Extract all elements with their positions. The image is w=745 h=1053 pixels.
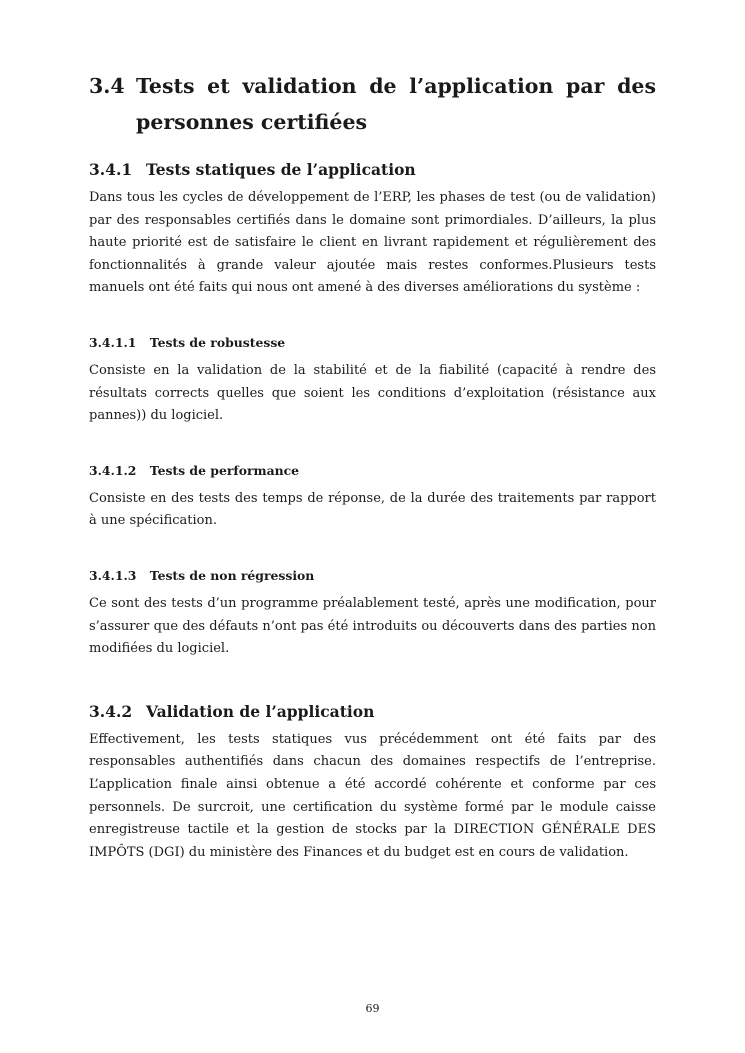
document-page [89, 68, 656, 864]
subsubsection-number: 3.4.1.3 [89, 567, 137, 583]
performance-paragraph: Consiste en des tests des temps de réponse, de la durée des traitements par rapport à une spécification. [89, 490, 656, 529]
section-number: 3.4 [89, 74, 125, 98]
regression-paragraph: Ce sont des tests d’un programme préalablement testé, après une modification, pour s’assurer que des défauts n’ont pas été introduits ou découverts dans des parties non modifiées du logiciel. [89, 595, 656, 657]
subsection-title: Tests statiques de l’application [146, 160, 416, 179]
page-number: 69 [365, 1002, 380, 1015]
subsubsection-heading-regression [89, 567, 656, 585]
robustness-paragraph: Consiste en la validation de la stabilité et de la fiabilité (capacité à rendre des résultats corrects quelles que soient les conditions d’exploitation (résistance aux pannes)) du logiciel. [89, 362, 656, 424]
subsection-heading-validation [89, 701, 656, 723]
subsection-heading-static-tests [89, 159, 656, 181]
subsubsection-number: 3.4.1.1 [89, 334, 137, 350]
subsection-number: 3.4.1 [89, 160, 133, 179]
validation-paragraph: Effectivement, les tests statiques vus précédemment ont été faits par des responsables authentifiés dans chacun des domaines respectifs de l’entreprise. L’application finale ainsi obtenue a été accordé cohérente et conforme par ces personnels. De surcroit, une certification du système formé par le module caisse enregistreuse tactile et la gestion de stocks par la DIRECTION GÉNÉRALE DES IMPÔTS (DGI) du ministère des Finances et du budget est en cours de validation. [89, 731, 656, 860]
subsubsection-title: Tests de non régression [149, 567, 315, 583]
section-title: Tests et validation de l’application par des personnes certifiées [136, 74, 656, 134]
subsection-number: 3.4.2 [89, 701, 133, 721]
subsubsection-heading-robustness [89, 334, 656, 352]
subsubsection-title: Tests de performance [149, 462, 300, 478]
subsubsection-number: 3.4.1.2 [89, 462, 137, 478]
subsubsection-heading-performance [89, 462, 656, 480]
section-heading [89, 68, 656, 140]
subsubsection-title: Tests de robustesse [149, 334, 286, 350]
subsection-title: Validation de l’application [146, 701, 375, 721]
static-tests-intro-paragraph: Dans tous les cycles de développement de l’ERP, les phases de test (ou de validation) par des responsables certifiés dans le domaine sont primordiales. D’ailleurs, la plus haute priorité est de satisfaire le client en livrant rapidement et régulièrement des fonctionnalités à grande valeur ajoutée mais restes conformes.Plusieurs tests manuels ont été faits qui nous ont amené à des diverses améliorations du système : [89, 190, 656, 296]
